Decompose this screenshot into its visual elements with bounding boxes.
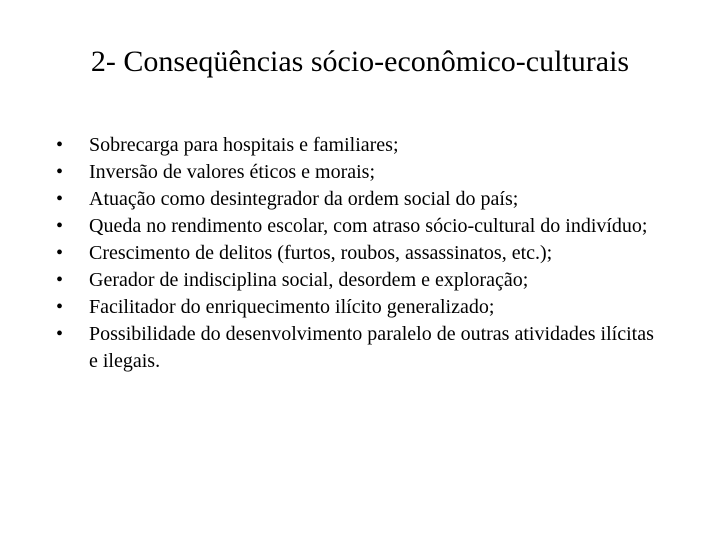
list-item-text: Inversão de valores éticos e morais;: [89, 161, 376, 183]
slide-title: 2- Conseqüências sócio-econômico-culturais: [90, 45, 630, 78]
list-item-text: Atuação como desintegrador da ordem social do país;: [89, 188, 519, 210]
bullet-icon: •: [56, 323, 64, 345]
list-item-text: Facilitador do enriquecimento ilícito generalizado;: [89, 296, 495, 318]
list-item-text: Crescimento de delitos (furtos, roubos, assassinatos, etc.);: [89, 242, 553, 264]
list-item: [56, 132, 666, 159]
list-item: [56, 213, 666, 240]
bullet-icon: •: [56, 215, 64, 237]
list-item: [56, 159, 666, 186]
list-item: [56, 186, 666, 213]
list-item: [56, 294, 666, 321]
bullet-icon: •: [56, 134, 64, 156]
list-item: [56, 240, 666, 267]
bullet-icon: •: [56, 242, 64, 264]
bullet-list: [56, 132, 666, 375]
bullet-icon: •: [56, 161, 64, 183]
list-item: [56, 321, 666, 375]
list-item-text: Possibilidade do desenvolvimento paralelo de outras atividades ilícitas e ilegais.: [89, 323, 654, 372]
list-item-text: Queda no rendimento escolar, com atraso sócio-cultural do indivíduo;: [89, 215, 648, 237]
bullet-icon: •: [56, 188, 64, 210]
list-item-text: Sobrecarga para hospitais e familiares;: [89, 134, 399, 156]
bullet-icon: •: [56, 296, 64, 318]
list-item-text: Gerador de indisciplina social, desordem e exploração;: [89, 269, 529, 291]
list-item: [56, 267, 666, 294]
bullet-icon: •: [56, 269, 64, 291]
